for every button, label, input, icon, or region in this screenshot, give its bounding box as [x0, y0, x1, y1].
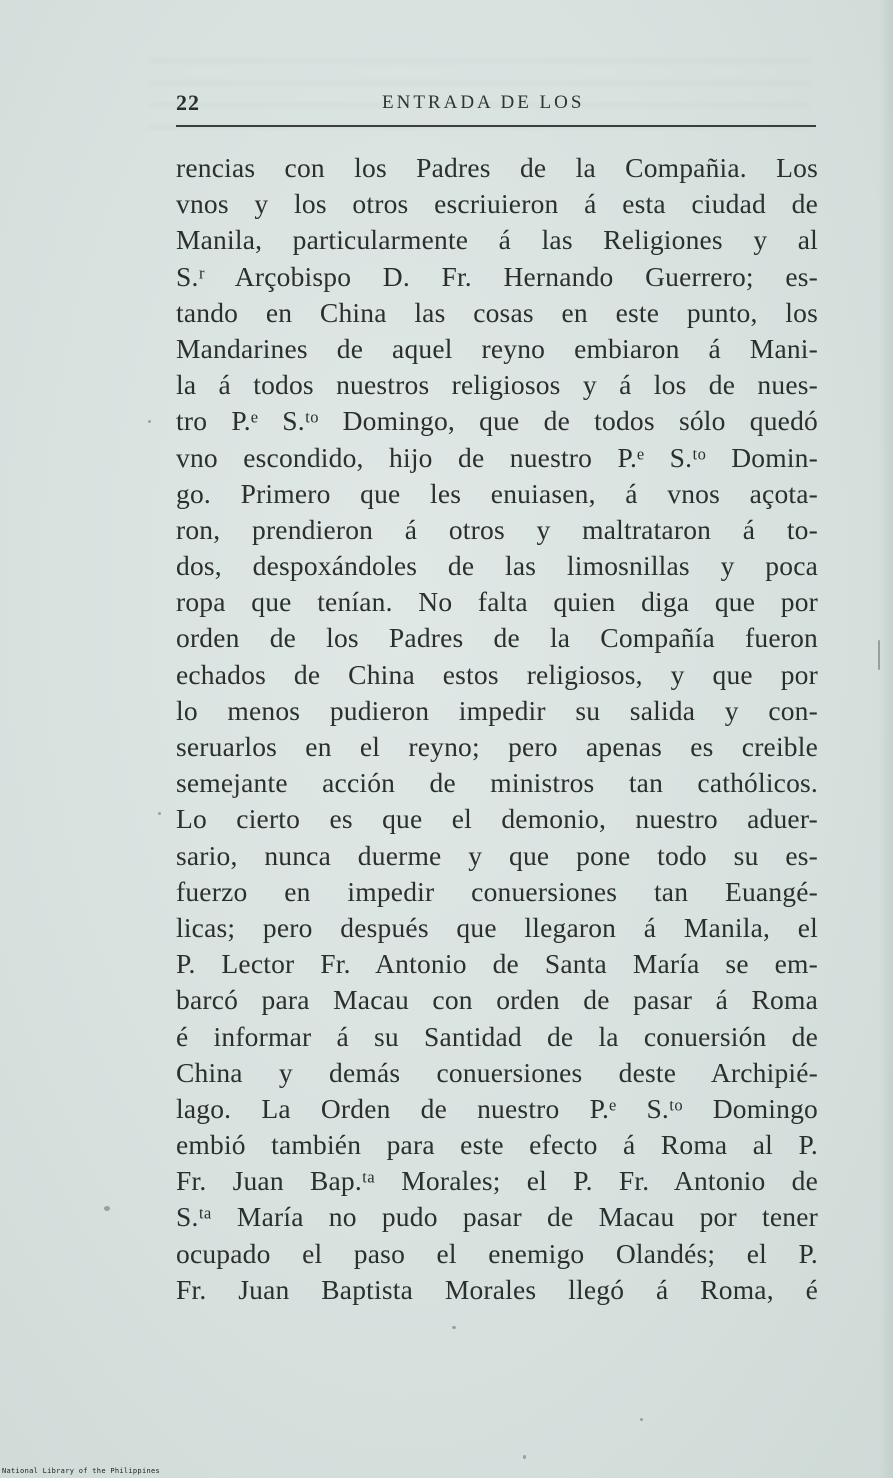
text-line: licas; pero después que llegaron á Manila, el [176, 911, 818, 943]
ink-speck [523, 1455, 526, 1459]
text-line: sario, nunca duerme y que pone todo su es- [176, 839, 818, 871]
body-text [176, 150, 818, 1308]
text-line: é informar á su Santidad de la conuersión de [176, 1020, 818, 1052]
text-line: semejante acción de ministros tan cathólicos. [176, 767, 818, 799]
text-line: echados de China estos religiosos, y que por [176, 658, 818, 690]
header-rule [176, 125, 816, 127]
text-line: barcó para Macau con orden de pasar á Roma [176, 984, 818, 1016]
text-line: ocupado el paso el enemigo Olandés; el P. [176, 1237, 818, 1269]
text-line: Lo cierto es que el demonio, nuestro aduer- [176, 803, 818, 835]
text-line: dos, despoxándoles de las limosnillas y poca [176, 550, 818, 582]
text-line: tro P.ᵉ S.ᵗᵒ Domingo, que de todos sólo quedó [176, 405, 818, 437]
text-line: ron, prendieron á otros y maltrataron á to- [176, 513, 818, 545]
ink-speck [878, 640, 880, 670]
text-line: ropa que tenían. No falta quien diga que por [176, 586, 818, 618]
text-line: la á todos nuestros religiosos y á los de nues- [176, 369, 818, 401]
text-line: vnos y los otros escriuieron á esta ciudad de [176, 188, 818, 220]
text-line: Manila, particularmente á las Religiones y al [176, 224, 818, 256]
text-line: rencias con los Padres de la Compañia. Los [176, 152, 818, 183]
ink-speck [640, 1418, 643, 1421]
running-head: ENTRADA DE LOS [382, 92, 585, 113]
page-number: 22 [176, 90, 200, 115]
ink-speck [158, 812, 161, 815]
text-line: embió también para este efecto á Roma al P. [176, 1129, 818, 1161]
text-line: tando en China las cosas en este punto, los [176, 296, 818, 328]
text-line: fuerzo en impedir conuersiones tan Euangé- [176, 875, 818, 907]
text-line: Fr. Juan Bap.ᵗᵃ Morales; el P. Fr. Antonio de [176, 1165, 818, 1197]
page-edge-shadow [879, 0, 893, 1478]
text-line: China y demás conuersiones deste Archipié- [176, 1056, 818, 1088]
ink-speck [104, 1206, 110, 1211]
library-credit: National Library of the Philippines [2, 1467, 161, 1475]
text-line: S.ʳ Arçobispo D. Fr. Hernando Guerrero; es- [176, 260, 818, 292]
text-line: orden de los Padres de la Compañía fueron [176, 622, 818, 654]
page-header [176, 88, 816, 118]
ink-speck [148, 420, 151, 423]
text-line: P. Lector Fr. Antonio de Santa María se em- [176, 948, 818, 980]
text-line: Mandarines de aquel reyno embiaron á Mani- [176, 332, 818, 364]
text-line: vno escondido, hijo de nuestro P.ᵉ S.ᵗᵒ Domin- [176, 441, 818, 473]
text-line: Fr. Juan Baptista Morales llegó á Roma, é [176, 1273, 818, 1305]
text-line: lago. La Orden de nuestro P.ᵉ S.ᵗᵒ Domingo [176, 1092, 818, 1124]
ink-speck [452, 1326, 456, 1329]
text-line: go. Primero que les enuiasen, á vnos açota- [176, 477, 818, 509]
text-line: S.ᵗᵃ María no pudo pasar de Macau por tener [176, 1201, 818, 1233]
text-line: lo menos pudieron impedir su salida y con- [176, 694, 818, 726]
text-line: seruarlos en el reyno; pero apenas es creible [176, 731, 818, 762]
